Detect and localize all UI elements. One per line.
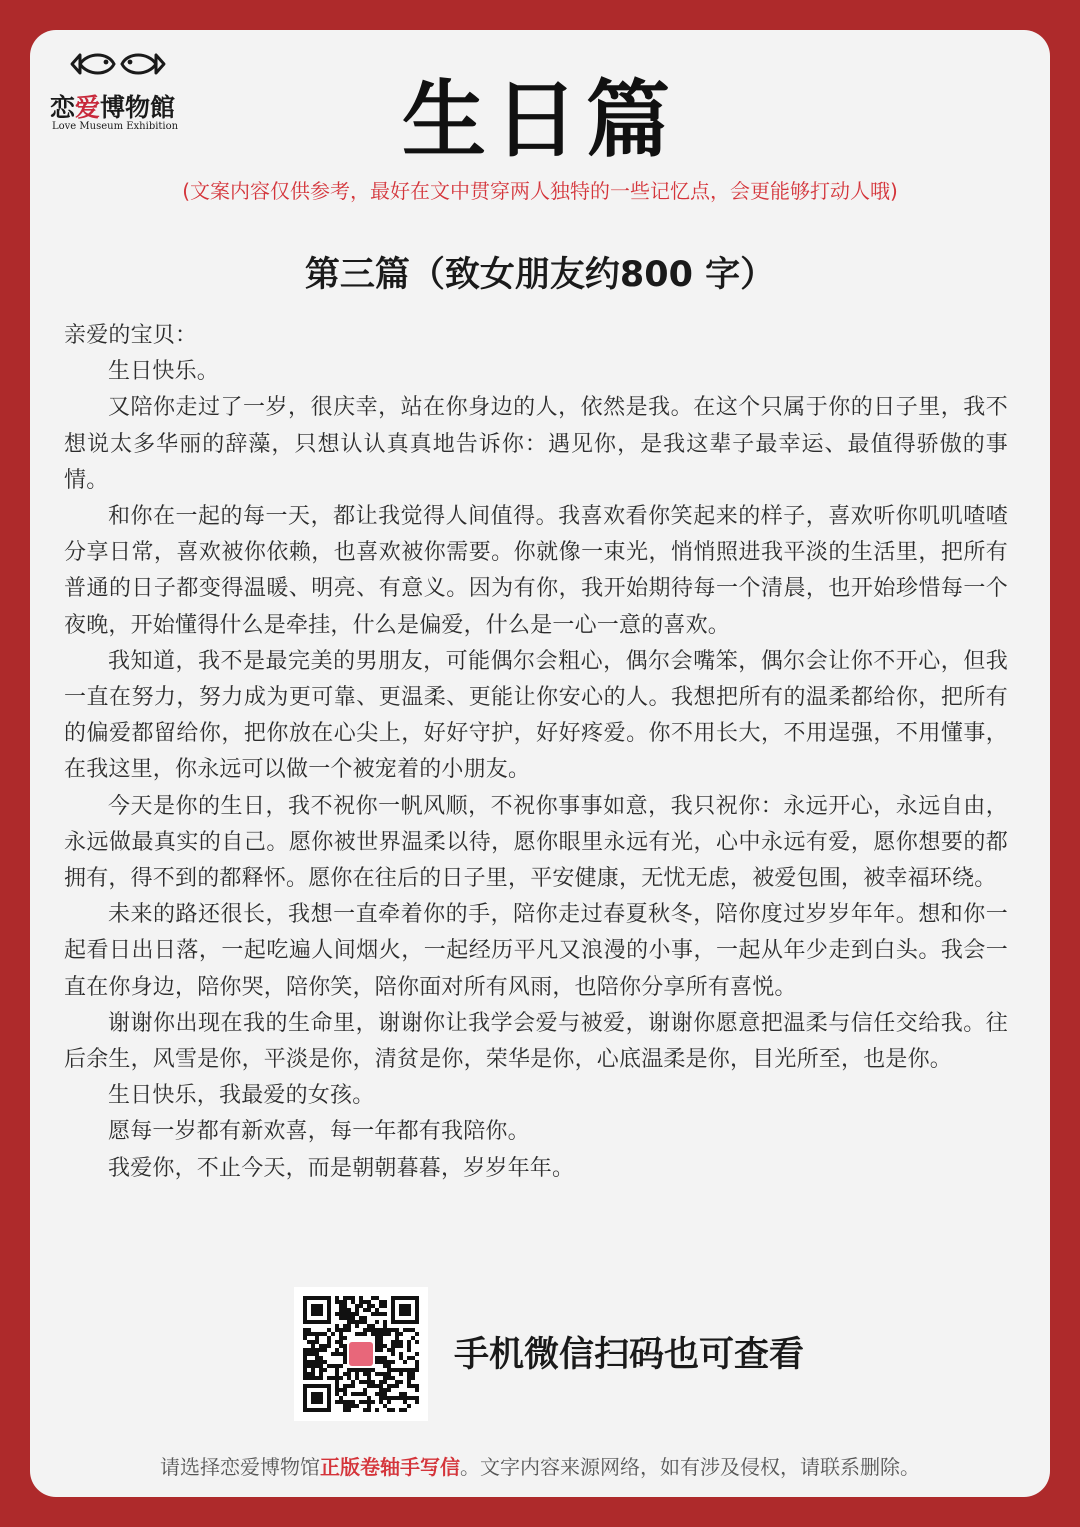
brand-tagline: Love Museum Exhibition <box>52 121 179 132</box>
qr-code-icon <box>294 1287 428 1421</box>
brand-name: 恋爱博物館 <box>50 93 176 122</box>
footer-note: 请选择恋爱博物馆正版卷轴手写信。文字内容来源网络，如有涉及侵权，请联系删除。 <box>160 1455 920 1479</box>
letter-paragraph: 谢谢你出现在我的生命里，谢谢你让我学会爱与被爱，谢谢你愿意把温柔与信任交给我。往后余生，风雪是你，平淡是你，清贫是你，荣华是你，心底温柔是你，目光所至，也是你。 <box>64 1010 1008 1073</box>
page-title: 生日篇 <box>401 70 678 169</box>
letter-paragraph: 未来的路还很长，我想一直牵着你的手，陪你走过春夏秋冬，陪你度过岁岁年年。想和你一起看日出日落，一起吃遍人间烟火，一起经历平凡又浪漫的小事，一起从年少走到白头。我会一直在你身边，陪你哭，陪你笑，陪你面对所有风雨，也陪你分享所有喜悦。 <box>64 902 1008 1000</box>
letter-paragraph: 今天是你的生日，我不祝你一帆风顺，不祝你事事如意，我只祝你：永远开心，永远自由，永远做最真实的自己。愿你被世界温柔以待，愿你眼里永远有光，心中永远有爱，愿你想要的都拥有，得不到的都释怀。愿你在往后的日子里，平安健康，无忧无虑，被爱包围，被幸福环绕。 <box>64 793 1008 892</box>
qr-code[interactable] <box>294 1287 428 1421</box>
footer-highlight[interactable]: 正版卷轴手写信 <box>320 1455 460 1479</box>
letter-body <box>64 318 1008 1187</box>
letter-paragraph: 我爱你，不止今天，而是朝朝暮暮，岁岁年年。 <box>108 1155 575 1181</box>
letter-paragraph: 和你在一起的每一天，都让我觉得人间值得。我喜欢看你笑起来的样子，喜欢听你叽叽喳喳分享日常，喜欢被你依赖，也喜欢被你需要。你就像一束光，悄悄照进我平淡的生活里，把所有普通的日子都变得温暖、明亮、有意义。因为有你，我开始期待每一个清晨，也开始珍惜每一个夜晚，开始懂得什么是牵挂，什么是偏爱，什么是一心一意的喜欢。 <box>64 504 1008 638</box>
letter-salutation: 亲爱的宝贝： <box>64 323 198 348</box>
page-note: (文案内容仅供参考，最好在文中贯穿两人独特的一些记忆点，会更能够打动人哦) <box>182 179 898 203</box>
section-title: 第三篇（致女朋友约800 字） <box>304 255 776 295</box>
letter-paragraph: 生日快乐，我最爱的女孩。 <box>108 1083 375 1109</box>
letter-paragraph: 我知道，我不是最完美的男朋友，可能偶尔会粗心，偶尔会嘴笨，偶尔会让你不开心，但我一直在努力，努力成为更可靠、更温柔、更能让你安心的人。我想把所有的温柔都给你，把所有的偏爱都留给你，把你放在心尖上，好好守护，好好疼爱。你不用长大，不用逞强，不用懂事，在我这里，你永远可以做一个被宠着的小朋友。 <box>64 648 1008 783</box>
poster-card <box>30 30 1050 1497</box>
qr-caption: 手机微信扫码也可查看 <box>454 1335 805 1375</box>
letter-paragraph: 又陪你走过了一岁，很庆幸，站在你身边的人，依然是我。在这个只属于你的日子里，我不想说太多华丽的辞藻，只想认认真真地告诉你：遇见你，是我这辈子最幸运、最值得骄傲的事情。 <box>64 395 1008 493</box>
letter-paragraph: 愿每一岁都有新欢喜，每一年都有我陪你。 <box>108 1119 530 1145</box>
letter-paragraph: 生日快乐。 <box>108 359 220 385</box>
